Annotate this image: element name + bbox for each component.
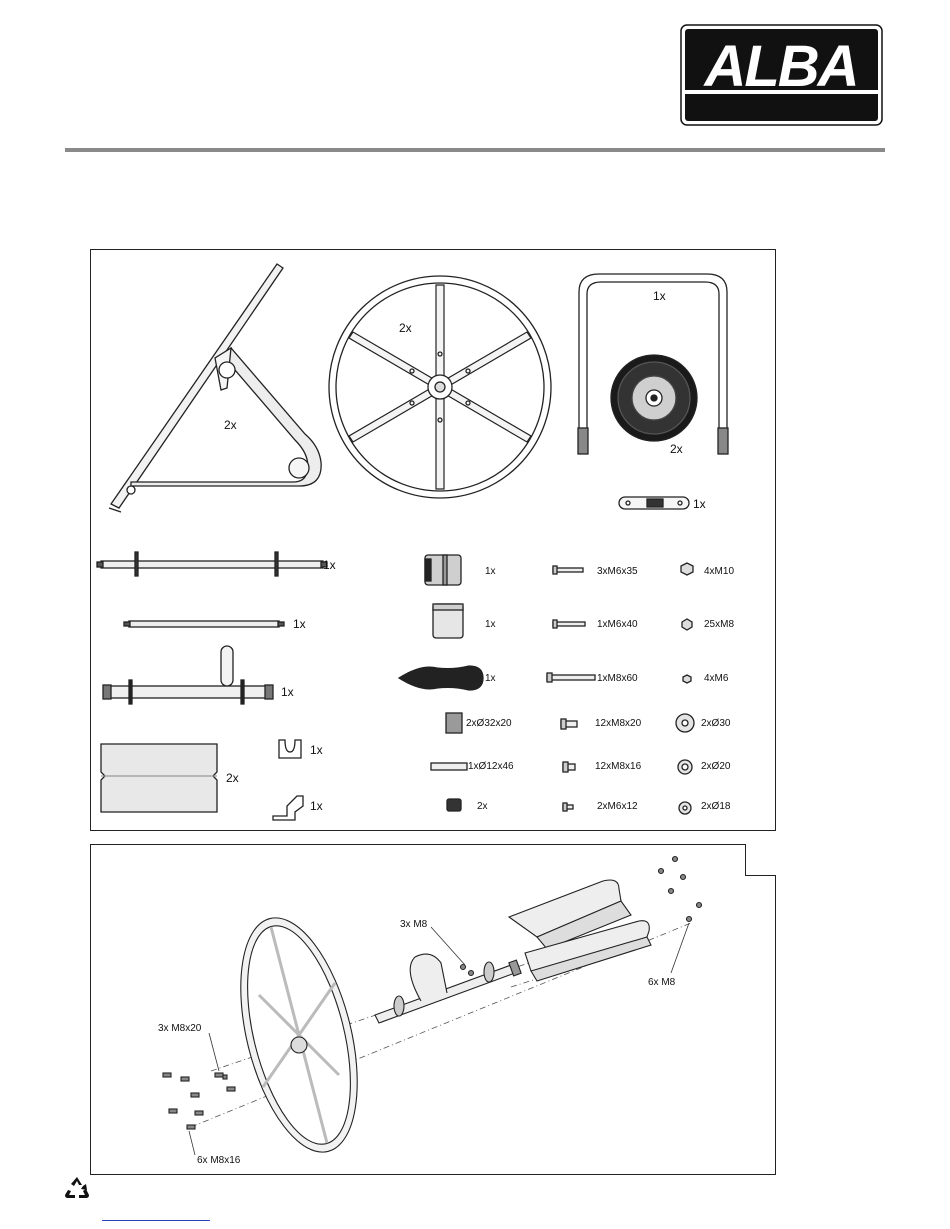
assembly-illustration xyxy=(91,845,777,1176)
short-axle-qty: 1x xyxy=(293,617,306,631)
tyre-qty: 2x xyxy=(670,442,683,456)
bolt-m6x40-label: 1xM6x40 xyxy=(597,619,638,630)
pin-label: 1xØ12x46 xyxy=(468,761,514,772)
bolt-m6x40 xyxy=(553,622,585,626)
nut-m8-label: 25xM8 xyxy=(704,619,735,630)
bolt-m8x16-label: 12xM8x16 xyxy=(595,761,642,772)
brand-logo xyxy=(680,24,883,126)
callout-m8-right: 6x M8 xyxy=(648,977,676,988)
assembly-axle xyxy=(375,954,521,1023)
plate-qty: 1x xyxy=(693,497,706,511)
header-rule xyxy=(65,148,885,152)
assembly-panel xyxy=(90,844,776,1175)
washer-30-label: 2xØ30 xyxy=(701,718,731,729)
bolt-m6x35-label: 3xM6x35 xyxy=(597,566,638,577)
handle-qty: 1x xyxy=(653,289,666,303)
bolt-m8x20-label: 12xM8x20 xyxy=(595,718,642,729)
bolt-m8x60 xyxy=(547,675,595,680)
clip-qty: 1x xyxy=(310,799,323,813)
svg-text:ALBA: ALBA xyxy=(704,34,858,99)
bushing-qty: 1x xyxy=(485,619,496,630)
assembly-bolts-left xyxy=(163,1073,235,1129)
hub-qty: 1x xyxy=(485,566,496,577)
assembly-wheel xyxy=(220,906,379,1164)
spacer-label: 2xØ32x20 xyxy=(466,718,512,729)
parts-panel xyxy=(90,249,776,831)
drum-shell xyxy=(101,744,217,812)
recycle-icon xyxy=(64,1176,90,1200)
u-bracket xyxy=(279,740,301,758)
parts-illustration xyxy=(91,250,777,832)
short-axle xyxy=(129,621,279,627)
wheel-qty: 2x xyxy=(399,321,412,335)
assembly-drum xyxy=(509,880,651,981)
callout-m8x20: 3x M8x20 xyxy=(158,1023,202,1034)
washer-18-label: 2xØ18 xyxy=(701,801,731,812)
bolt-m6x12-label: 2xM6x12 xyxy=(597,801,638,812)
nut-m10-label: 4xM10 xyxy=(704,566,735,577)
nut-m8 xyxy=(682,619,692,630)
spacer xyxy=(446,713,462,733)
nut-m6-label: 4xM6 xyxy=(704,673,729,684)
grip-qty: 1x xyxy=(485,673,496,684)
bolt-m8x60-label: 1xM8x60 xyxy=(597,673,638,684)
assembly-nuts-right xyxy=(659,857,702,922)
drum-shell-qty: 2x xyxy=(226,771,239,785)
pin xyxy=(431,763,467,770)
washer-20-label: 2xØ20 xyxy=(701,761,731,772)
cap-qty: 2x xyxy=(477,801,488,812)
footer-link-underline[interactable] xyxy=(102,1220,210,1221)
long-axle xyxy=(101,561,323,568)
nut-m6 xyxy=(683,675,691,683)
callout-m8-top: 3x M8 xyxy=(400,919,428,930)
grip xyxy=(399,666,483,690)
assembly-nuts-center xyxy=(461,965,474,976)
frame-qty: 2x xyxy=(224,418,237,432)
callout-m8x16: 6x M8x16 xyxy=(197,1155,241,1166)
nut-m10 xyxy=(681,563,693,575)
long-axle-qty: 1x xyxy=(323,558,336,572)
clip xyxy=(273,796,303,820)
u-bracket-qty: 1x xyxy=(310,743,323,757)
crank-axle-qty: 1x xyxy=(281,685,294,699)
cap xyxy=(447,799,461,811)
